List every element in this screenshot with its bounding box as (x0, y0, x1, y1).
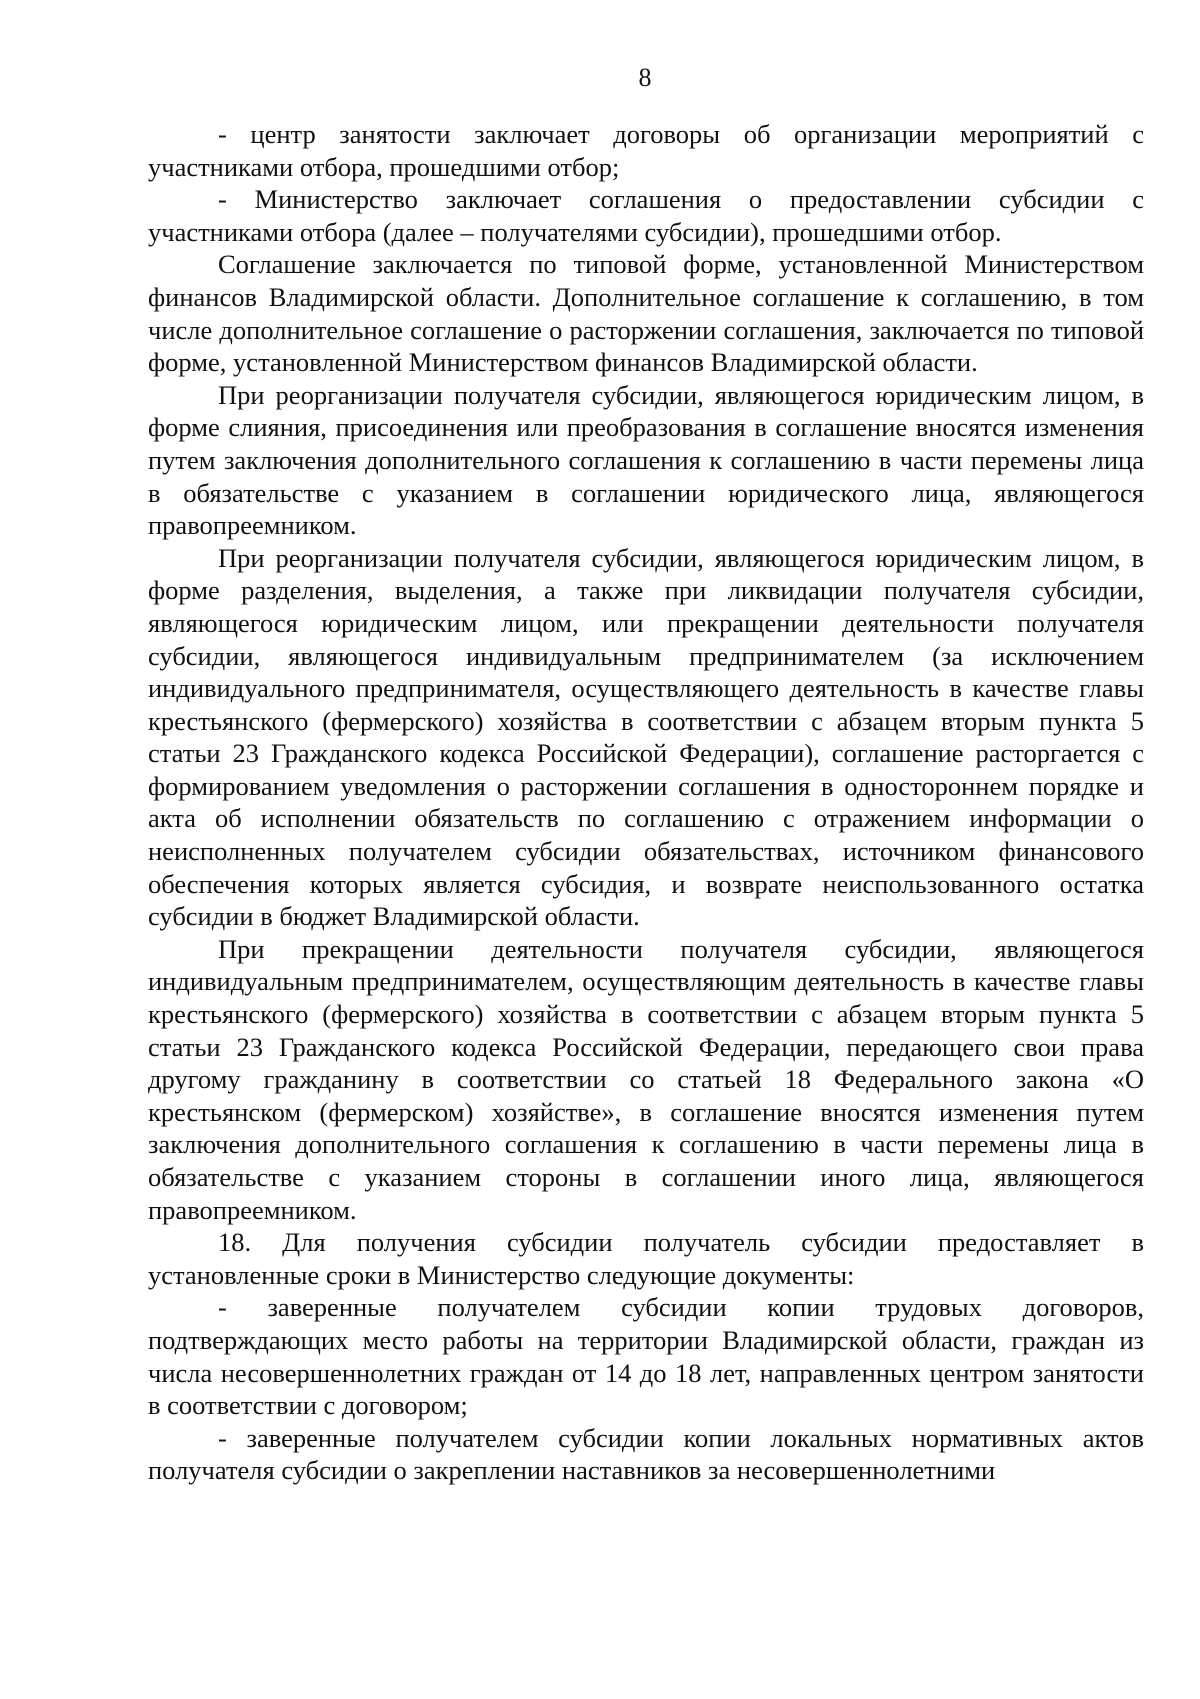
paragraph-agreement-form: Соглашение заключается по типовой форме, установленной Министерством финансов Владимирской области. Дополнительное соглашение к соглашению, в том числе дополнительное соглашение о расторжении соглашения, заключается по типовой форме, установленной Министерством финансов Владимирской области. (148, 249, 1144, 378)
paragraph-reorganization-division: При реорганизации получателя субсидии, являющегося юридическим лицом, в форме разделения, выделения, а также при ликвидации получателя субсидии, являющегося юридическим лицом, или прекращении деятельности получателя субсидии, являющегося индивидуальным предпринимателем (за исключением индивидуального предпринимателя, осуществляющего деятельность в качестве главы крестьянского (фермерского) хозяйства в соответствии с абзацем вторым пункта 5 статьи 23 Гражданского кодекса Российской Федерации), соглашение расторгается с формированием уведомления о расторжении соглашения в одностороннем порядке и акта об исполнении обязательств по соглашению с отражением информации о неисполненных получателем субсидии обязательствах, источником финансового обеспечения которых является субсидия, и возврате неиспользованного остатка субсидии в бюджет Владимирской области. (148, 542, 1144, 932)
paragraph-employment-center-contracts: - центр занятости заключает договоры об организации мероприятий с участниками отбора, прошедшими отбор; (148, 119, 1144, 182)
paragraph-ministry-agreements: - Министерство заключает соглашения о предоставлении субсидии с участниками отбора (далее – получателями субсидии), прошедшими отбор. (148, 184, 1144, 247)
paragraph-local-acts: - заверенные получателем субсидии копии локальных нормативных актов получателя субсидии о закреплении наставников за несовершеннолетними (148, 1422, 1144, 1486)
paragraph-item-18: 18. Для получения субсидии получатель субсидии предоставляет в установленные сроки в Министерство следующие документы: (148, 1227, 1144, 1290)
page-number: 8 (638, 63, 652, 92)
paragraph-farm-termination: При прекращении деятельности получателя субсидии, являющегося индивидуальным предпринимателем, осуществляющим деятельность в качестве главы крестьянского (фермерского) хозяйства в соответствии с абзацем вторым пункта 5 статьи 23 Гражданского кодекса Российской Федерации, передающего свои права другому гражданину в соответствии со статьей 18 Федерального закона «О крестьянском (фермерском) хозяйстве», в соглашение вносятся изменения путем заключения дополнительного соглашения к соглашению в части перемены лица в обязательстве с указанием стороны в соглашении иного лица, являющегося правопреемником. (148, 933, 1144, 1225)
paragraph-labor-contracts: - заверенные получателем субсидии копии трудовых договоров, подтверждающих место работы на территории Владимирской области, граждан из числа несовершеннолетних граждан от 14 до 18 лет, направленных центром занятости в соответствии с договором; (148, 1292, 1144, 1421)
paragraph-reorganization-merger: При реорганизации получателя субсидии, являющегося юридическим лицом, в форме слияния, присоединения или преобразования в соглашение вносятся изменения путем заключения дополнительного соглашения к соглашению в части перемены лица в обязательстве с указанием в соглашении юридического лица, являющегося правопреемником. (148, 379, 1144, 541)
document-body (148, 118, 1144, 1487)
